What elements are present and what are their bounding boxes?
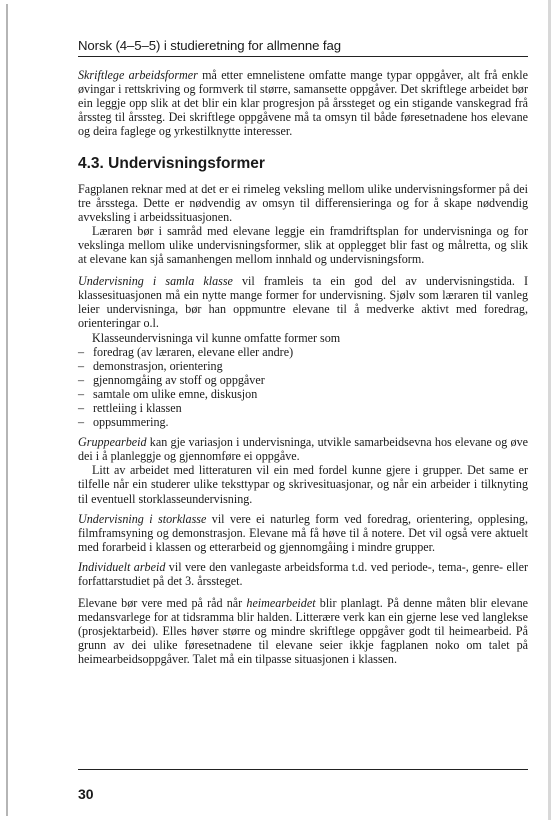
term-heimearbeid: heimearbeidet — [246, 596, 316, 611]
list-item: – demonstrasjon, orientering — [78, 359, 528, 373]
page-body — [78, 68, 528, 667]
term-gruppearbeid: Gruppearbeid — [78, 435, 147, 450]
text-individuelt: vil vere den vanlegaste arbeidsforma t.d. ved periode-, tema-, genre- eller forfattarstudiet på det 3. årssteget. — [78, 559, 528, 588]
list-item: – rettleiing i klassen — [78, 401, 528, 415]
intro-paragraph — [78, 68, 528, 138]
text-heimearbeid: blir planlagt. På denne måten blir elevane medansvarlege for at tidsramma blir halden. Litterære verk kan ein gjerne lese ved langlekse (prosjektarbeid). Elles høver større og mindre skriftlege oppgåver godt til heimearbeid. På grunn av dei ulike føresetnadene til elevane seier ikkje fagplanen noko om talet på heimearbeidsoppgåver. Talet må ein tilpasse situasjonen i klassen. — [78, 596, 528, 667]
paragraph-samla-klasse — [78, 274, 528, 330]
running-header: Norsk (4–5–5) i studieretning for allmenne fag — [78, 38, 341, 53]
text-storklasse: vil vere ei naturleg form ved foredrag, orientering, opplesing, filmframsyning og demonstrasjon. Elevane må få høve til å notere. Det vil også vere aktuelt med forarbeid i klassen og etterarbeid og gjennomgåing i mindre grupper. — [78, 511, 528, 554]
list-item: – foredrag (av læraren, elevane eller andre) — [78, 345, 528, 359]
paragraph-litteraturen: Litt av arbeidet med litteraturen vil ein med fordel kunne gjere i grupper. Det same er tilfelle når ein studerer ulike teksttypar og skrivesituasjonar, og når ein arbeider i tilknyting til eventuell storklasseundervisning. — [78, 463, 528, 506]
text-gruppearbeid: kan gje variasjon i undervisninga, utvikle samarbeidsevna hos elevane og øve dei i å planleggje og gjennomføre ei oppgåve. — [78, 435, 528, 464]
paragraph-laeraren: Læraren bør i samråd med elevane leggje ein framdriftsplan for undervisninga og for vekslinga mellom ulike undervisningsformer, slik at opplegget blir fast og målretta, og slik at elevane kan sjå samanhengen mellom innhald og undervisningsform. — [78, 223, 528, 267]
paragraph-storklasse — [78, 512, 528, 554]
intro-text: må etter emnelistene omfatte mange typar oppgåver, alt frå enkle øvingar i rettskriving og formverk til større, samansette oppgåver. Det skriftlege arbeidet bør ein leggje opp slik at det blir ein klar progresjon på årssteget og ein stigande vanskegrad frå årssteg til årssteg. Dei skriftlege oppgåvene må ta omsyn til både føresetnadene hos elevane og deira faglege og yrkestilknytte interesser. — [78, 68, 528, 139]
paragraph-heimearbeid — [78, 596, 528, 666]
paragraph-gruppearbeid — [78, 435, 528, 463]
term-individuelt: Individuelt arbeid — [78, 559, 166, 574]
scan-left-edge — [6, 4, 8, 816]
text-samla-klasse: vil framleis ta ein god del av undervisningstida. I klassesituasjonen må ein nytte mange former for undervisning. Sjølv som læraren til vanleg leier undervisninga, bør han oppmuntre elevane til å medverke aktivt med foredrag, orienteringar o.l. — [78, 274, 528, 331]
list-item: – samtale om ulike emne, diskusjon — [78, 387, 528, 401]
list-item: – gjennomgåing av stoff og oppgåver — [78, 373, 528, 387]
section-heading: 4.3. Undervisningsformer — [78, 155, 265, 173]
paragraph-klasseundervisning: Klasseundervisninga vil kunne omfatte former som — [92, 330, 341, 345]
forms-list — [78, 345, 528, 430]
paragraph-fagplanen: Fagplanen reknar med at det er ei rimeleg veksling mellom ulike undervisningsformer på dei tre årsstega. Dette er nødvendig av omsyn til differensieringa og for å skape nødvendig avveksling i arbeidssituasjonen. — [78, 181, 528, 224]
page-number: 30 — [78, 786, 94, 802]
term-samla-klasse: Undervisning i samla klasse — [78, 274, 233, 289]
intro-term: Skriftlege arbeidsformer — [78, 68, 198, 82]
footer-rule — [78, 769, 528, 770]
text-heimearbeid-pre: Elevane bør vere med på råd når — [78, 596, 247, 611]
paragraph-individuelt — [78, 560, 528, 588]
scan-right-edge — [548, 0, 551, 820]
term-storklasse: Undervisning i storklasse — [78, 511, 207, 526]
list-item: – oppsummering. — [78, 415, 528, 429]
header-rule — [78, 56, 528, 57]
